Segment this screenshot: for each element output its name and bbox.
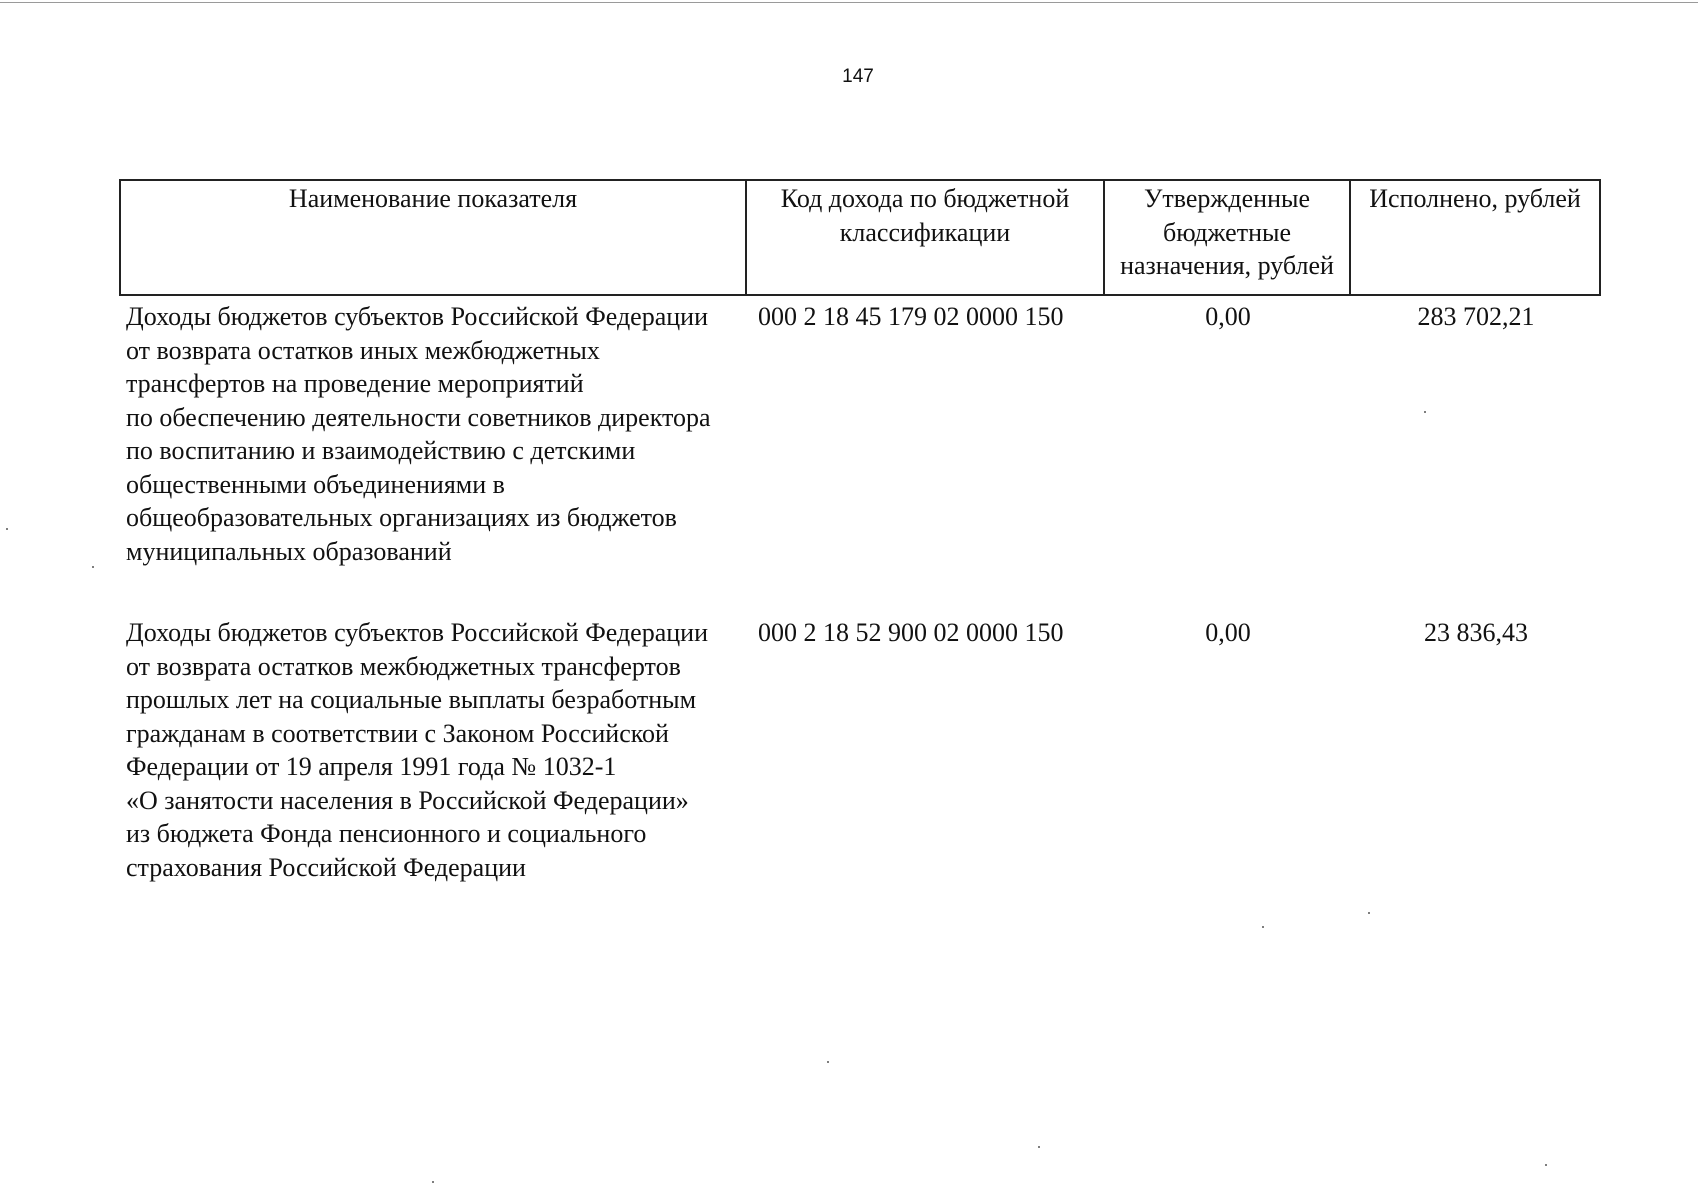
approved-cell: 0,00	[1205, 302, 1251, 331]
approved-cell: 0,00	[1205, 618, 1251, 647]
indicator-name-line: трансфертов на проведение мероприятий	[126, 369, 584, 398]
income-code-cell: 000 2 18 45 179 02 0000 150	[758, 302, 1064, 331]
scan-speck	[432, 1181, 434, 1183]
executed-cell: 23 836,43	[1424, 618, 1528, 647]
table-body	[120, 295, 1600, 884]
indicator-name-line: из бюджета Фонда пенсионного и социального	[126, 819, 647, 848]
income-table	[119, 179, 1601, 884]
indicator-name-line: Федерации от 19 апреля 1991 года № 1032-1	[126, 752, 617, 781]
scan-speck	[1038, 1146, 1040, 1148]
table-row	[120, 612, 1600, 884]
scan-speck	[6, 528, 8, 530]
indicator-name-line: страхования Российской Федерации	[126, 852, 526, 882]
table-row	[120, 295, 1600, 612]
indicator-name-line: «О занятости населения в Российской Федерации»	[126, 785, 689, 815]
header-approved: Утвержденные бюджетные назначения, рублей	[1104, 180, 1350, 295]
scan-speck	[1368, 912, 1370, 914]
indicator-name-cell	[120, 295, 746, 612]
indicator-name-cell	[120, 612, 746, 884]
income-code-cell: 000 2 18 52 900 02 0000 150	[758, 618, 1064, 647]
indicator-name-line: муниципальных образований	[126, 536, 452, 566]
scan-speck	[827, 1061, 829, 1063]
indicator-name-line: от возврата остатков межбюджетных трансфертов	[126, 651, 681, 681]
indicator-name-line: от возврата остатков иных межбюджетных	[126, 335, 600, 365]
indicator-name-line: Доходы бюджетов субъектов Российской Федерации	[126, 618, 708, 647]
scan-speck	[1545, 1164, 1547, 1166]
indicator-name-line: общественными объединениями в	[126, 469, 505, 499]
indicator-name-line: гражданам в соответствии с Законом Российской	[126, 718, 669, 748]
executed-cell: 283 702,21	[1417, 302, 1535, 331]
header-row	[120, 180, 1600, 295]
indicator-name-line: по обеспечению деятельности советников директора	[126, 402, 711, 432]
header-income-code: Код дохода по бюджетной классификации	[746, 180, 1104, 295]
indicator-name-line: Доходы бюджетов субъектов Российской Федерации	[126, 302, 708, 331]
page-number: 147	[842, 66, 874, 87]
table-header	[120, 180, 1600, 295]
scan-speck	[92, 566, 94, 568]
scan-border-line	[0, 2, 1698, 3]
scan-speck	[1262, 926, 1264, 928]
scan-speck	[1424, 411, 1426, 413]
header-executed: Исполнено, рублей	[1350, 180, 1600, 295]
header-indicator-name: Наименование показателя	[120, 180, 746, 295]
indicator-name-line: прошлых лет на социальные выплаты безработным	[126, 685, 697, 714]
indicator-name-line: общеобразовательных организациях из бюджетов	[126, 503, 677, 532]
indicator-name-line: по воспитанию и взаимодействию с детскими	[126, 436, 636, 465]
